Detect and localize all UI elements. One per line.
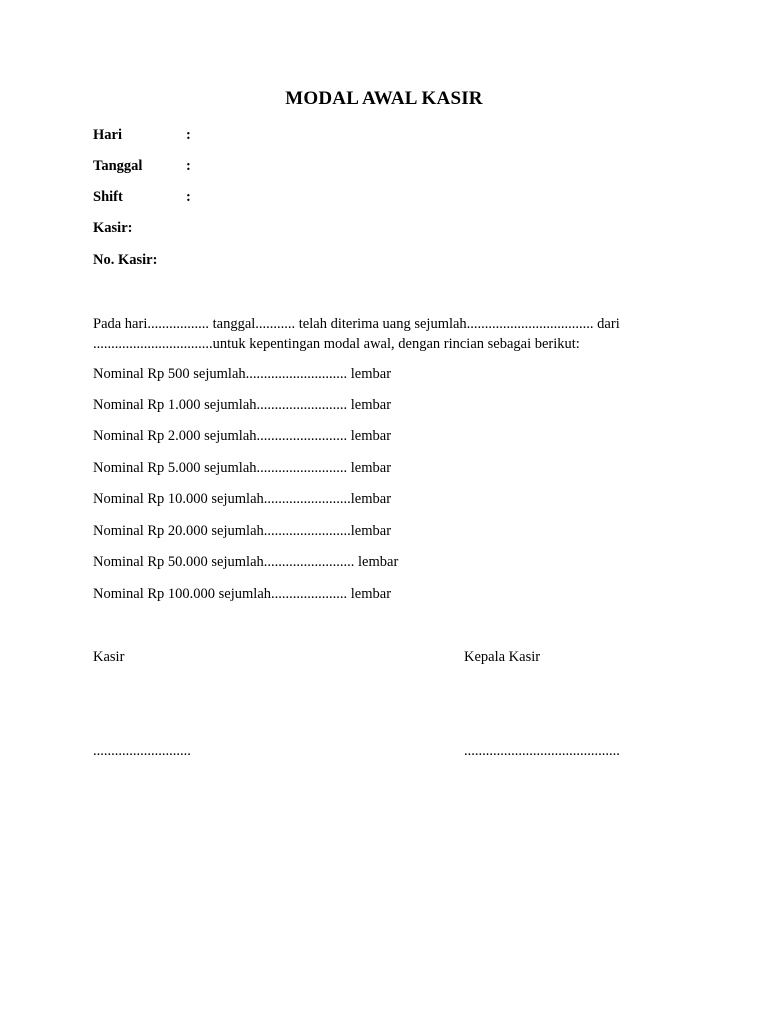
nominal-line: Nominal Rp 10.000 sejumlah........................lembar	[93, 491, 392, 507]
signature-label-kasir: Kasir	[93, 649, 125, 665]
nominal-line: Nominal Rp 100.000 sejumlah..................... lembar	[93, 586, 392, 602]
document-title: MODAL AWAL KASIR	[285, 88, 483, 109]
intro-line: .................................untuk kepentingan modal awal, dengan rincian sebagai berikut:	[93, 336, 580, 352]
nominal-line: Nominal Rp 500 sejumlah............................ lembar	[93, 366, 392, 382]
intro-paragraph	[93, 314, 693, 354]
field-colon: :	[186, 189, 191, 205]
field-tanggal	[93, 158, 191, 175]
intro-line: Pada hari................. tanggal........... telah diterima uang sejumlah................................... dari	[93, 316, 620, 332]
field-colon: :	[186, 158, 191, 174]
nominal-line: Nominal Rp 5.000 sejumlah......................... lembar	[93, 460, 392, 476]
field-label: Kasir:	[93, 220, 133, 236]
field-colon: :	[186, 127, 191, 143]
field-hari	[93, 127, 191, 144]
field-label: No. Kasir:	[93, 252, 158, 268]
signature-line-kasir: ...........................	[93, 743, 191, 759]
signature-line-kepala-kasir: ...........................................	[464, 743, 620, 759]
nominal-line: Nominal Rp 20.000 sejumlah........................lembar	[93, 523, 392, 539]
nominal-line: Nominal Rp 1.000 sejumlah......................... lembar	[93, 397, 392, 413]
field-shift	[93, 189, 191, 206]
signature-label-kepala-kasir: Kepala Kasir	[464, 649, 541, 665]
nominal-line: Nominal Rp 50.000 sejumlah......................... lembar	[93, 554, 399, 570]
field-label: Tanggal	[93, 158, 143, 174]
field-label: Shift	[93, 189, 123, 205]
field-no-kasir	[93, 252, 157, 269]
field-label: Hari	[93, 127, 122, 143]
nominal-line: Nominal Rp 2.000 sejumlah......................... lembar	[93, 428, 392, 444]
field-kasir	[93, 220, 132, 237]
